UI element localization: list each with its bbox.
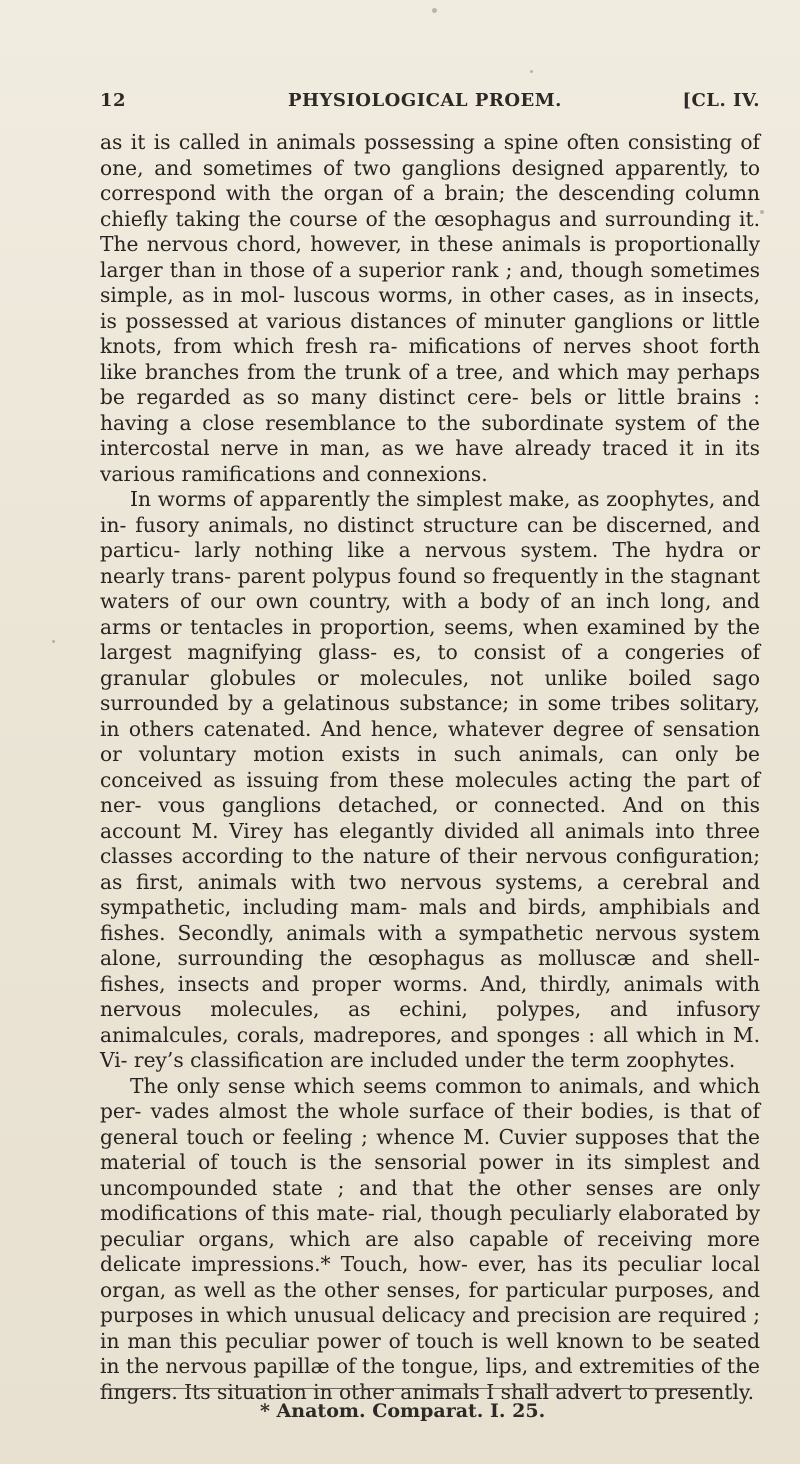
paragraph-3: The only sense which seems common to animals, and which per- vades almost the whole surface of their bodies, is that of general touch or feeling ; whence M. Cuvier supposes that the material of touch is the sensorial power in its simplest and uncompounded state ; and that the other senses are only modifications of this mate- rial, though peculiarly elaborated by peculiar organs, which are also capable of receiving more delicate impressions.* Touch, how- ever, has its peculiar local organ, as well as the other senses, for particular purposes, and purposes in which unusual delicacy and precision are required ; in man this peculiar power of touch is well known to be seated in the nervous papillæ of the tongue, lips, and extremities of the fingers. Its situation in other animals I shall advert to presently. [100, 1073, 760, 1404]
paper-speck [530, 70, 533, 73]
paper-speck [760, 210, 764, 214]
body-text [100, 130, 760, 1405]
paper-speck [432, 8, 437, 13]
paragraph-1: as it is called in animals possessing a spine often consisting of one, and sometimes of two ganglions designed apparently, to correspond with the organ of a brain; the descending column chiefly taking the course of the œsophagus and surrounding it. The nervous chord, however, in these animals is proportionally larger than in those of a superior rank ; and, though sometimes simple, as in mol- luscous worms, in other cases, as in insects, is possessed at various distances of minuter ganglions or little knots, from which fresh ra- mifications of nerves shoot forth like branches from the trunk of a tree, and which may perhaps be regarded as so many distinct cere- bels or little brains : having a close resemblance to the subordinate system of the intercostal nerve in man, as we have already traced it in its various ramifications and connexions. [100, 130, 760, 486]
paragraph-2: In worms of apparently the simplest make, as zoophytes, and in- fusory animals, no distinct structure can be discerned, and particu- larly nothing like a nervous system. The hydra or nearly trans- parent polypus found so frequently in the stagnant waters of our own country, with a body of an inch long, and arms or tentacles in proportion, seems, when examined by the largest magnifying glass- es, to consist of a congeries of granular globules or molecules, not unlike boiled sago surrounded by a gelatinous substance; in some tribes solitary, in others catenated. And hence, whatever degree of sensation or voluntary motion exists in such animals, can only be conceived as issuing from these molecules acting the part of ner- vous ganglions detached, or connected. And on this account M. Virey has elegantly divided all animals into three classes according to the nature of their nervous configuration; as first, animals with two nervous systems, a cerebral and sympathetic, including mam- mals and birds, amphibials and fishes. Secondly, animals with a sympathetic nervous system alone, surrounding the œsophagus as molluscæ and shell-fishes, insects and proper worms. And, thirdly, animals with nervous molecules, as echini, polypes, and infusory animalcules, corals, madrepores, and sponges : all which in M. Vi- rey’s classification are included under the term zoophytes. [100, 487, 760, 1072]
chapter-reference: [CL. IV. [682, 90, 760, 111]
page-number: 12 [100, 90, 127, 111]
paper-speck [52, 640, 55, 643]
footnote: * Anatom. Comparat. I. 25. [260, 1400, 546, 1422]
footnote-divider [100, 1388, 720, 1389]
running-title: PHYSIOLOGICAL PROEM. [288, 90, 562, 111]
running-header [100, 90, 760, 120]
